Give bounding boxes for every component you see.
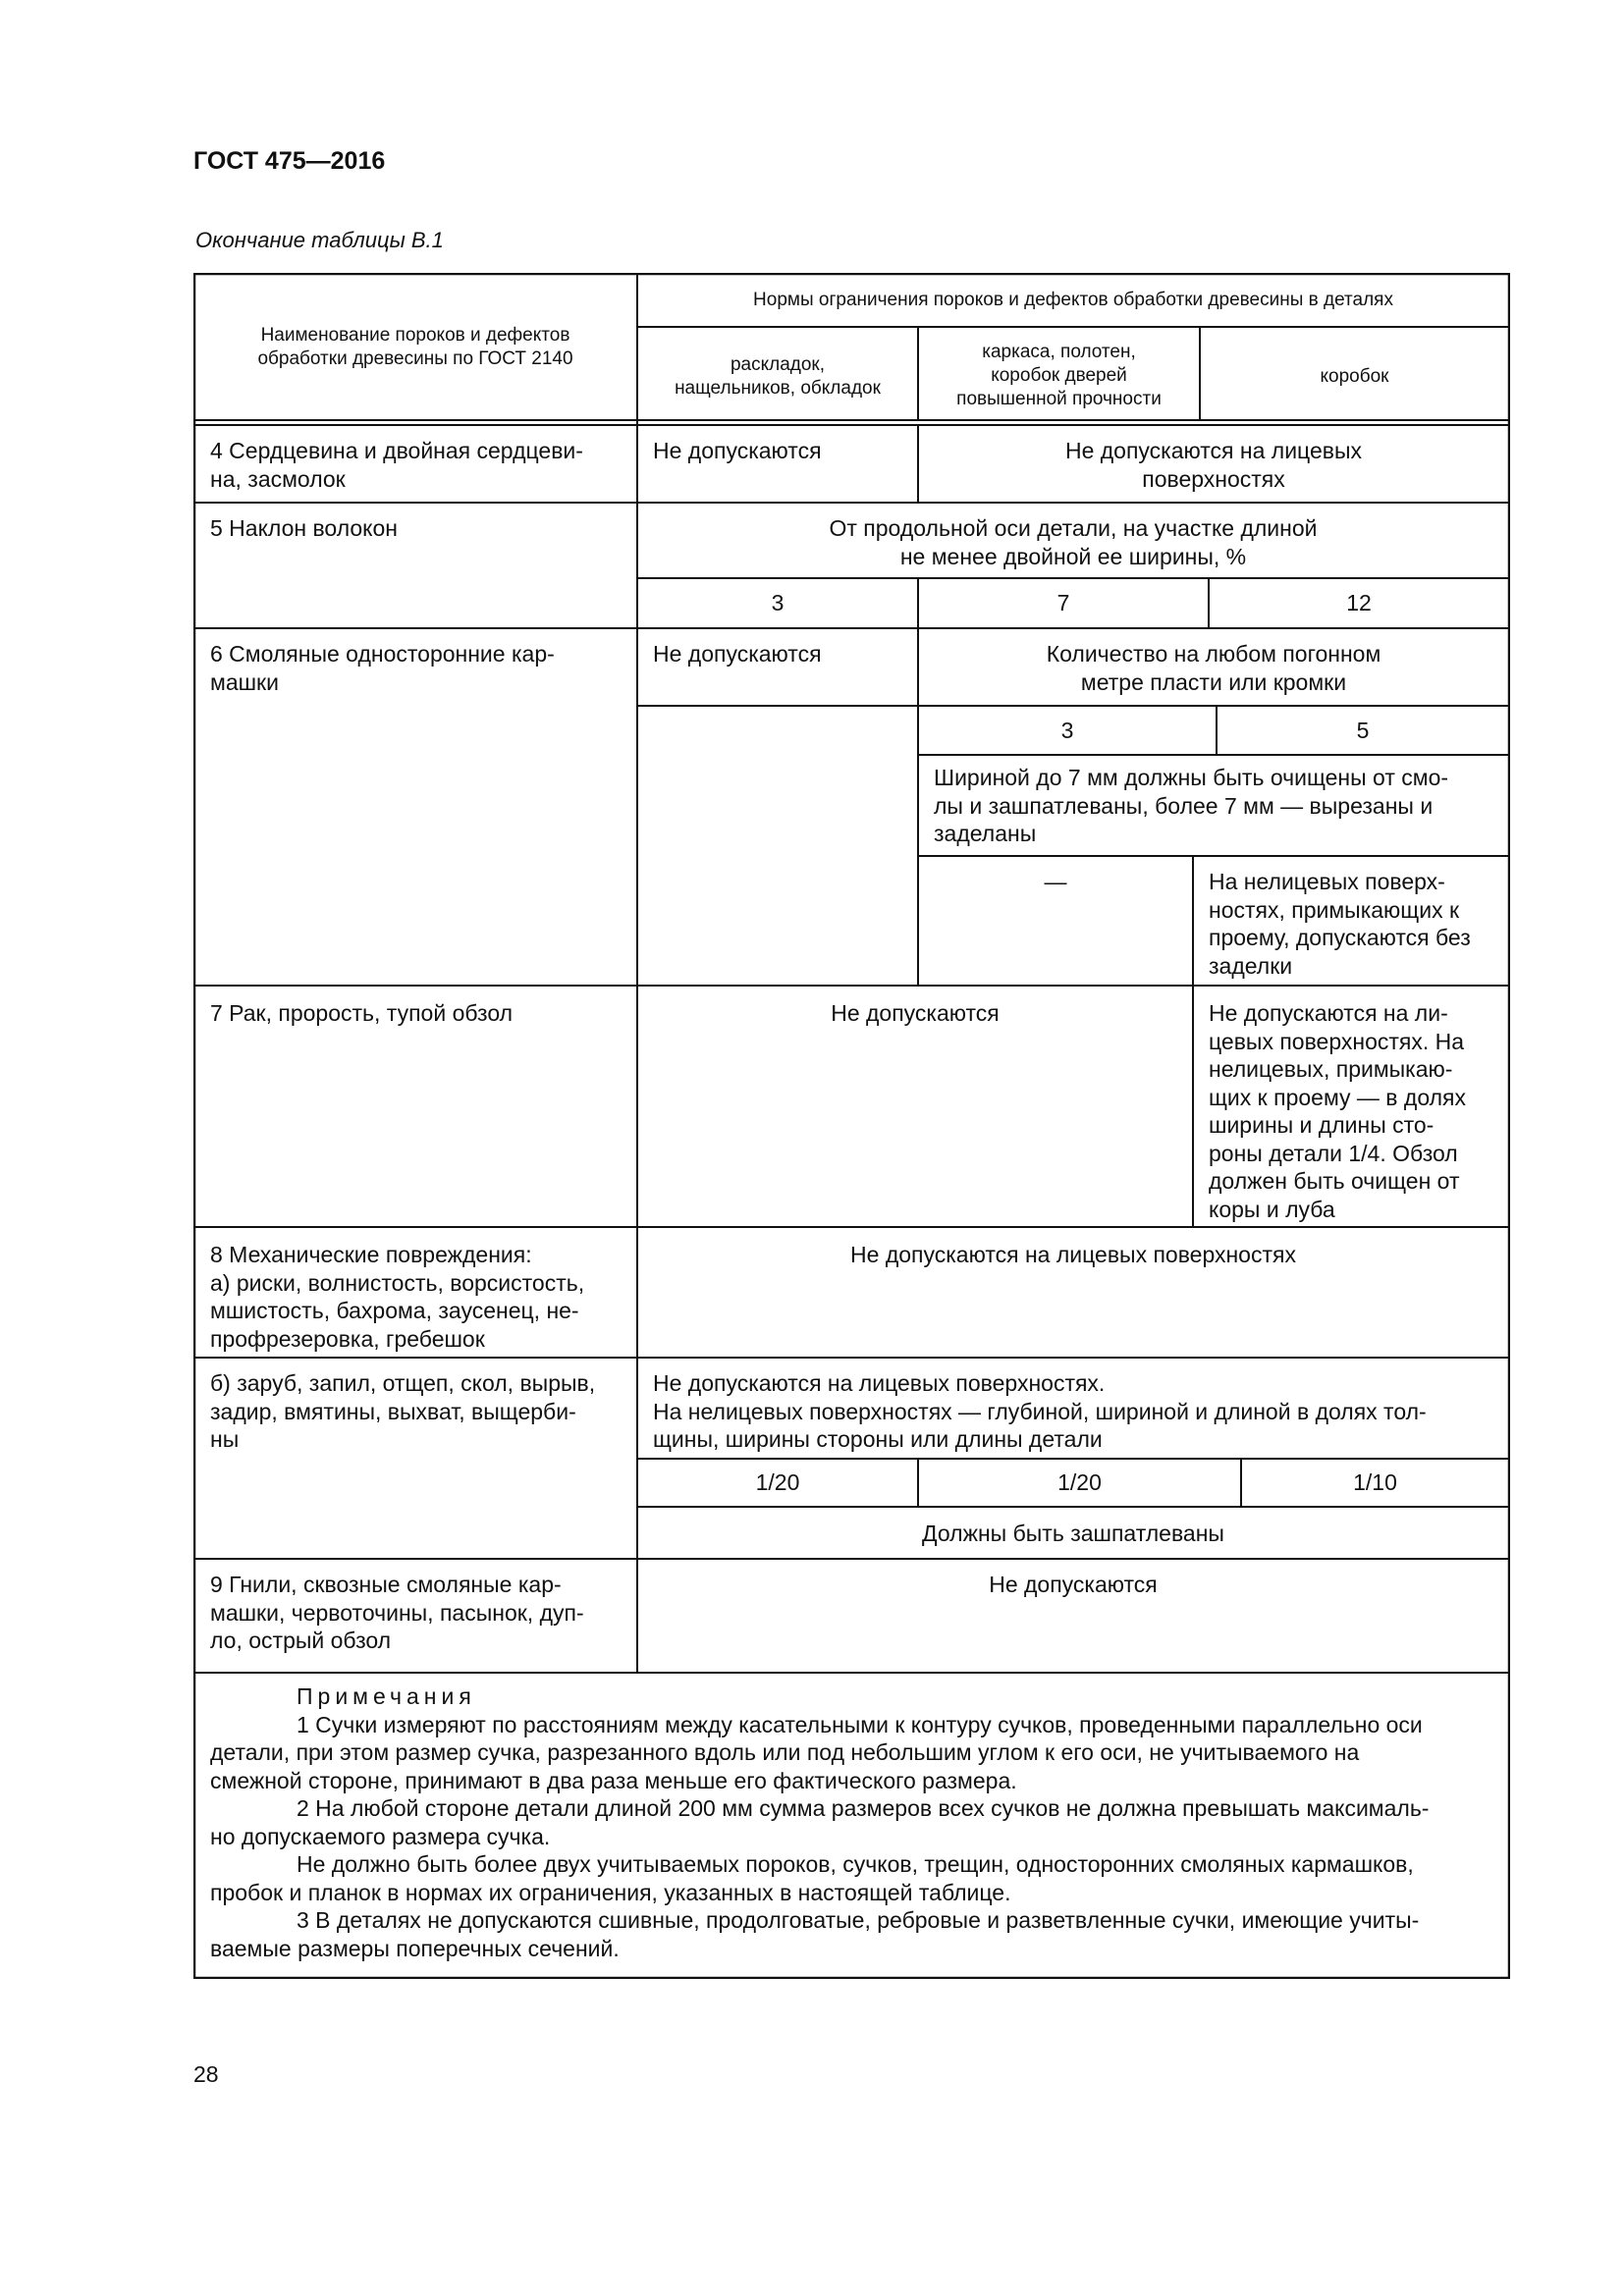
defects-table: [193, 273, 1510, 1979]
notes-title: Примечания: [297, 1683, 476, 1709]
row8b-filled-note: Должны быть зашпатлеваны: [922, 1521, 1224, 1546]
row6-count-header: Количество на любом погонном метре пласти или кромки: [1046, 641, 1381, 695]
row6-non-face-note: На нелицевых поверх- ностях, примыкающих к проему, допускаются без заделки: [1209, 869, 1471, 979]
row4-col23-value: Не допускаются на лицевых поверхностях: [1064, 438, 1363, 492]
header-defect-name: Наименование пороков и дефектов обработки древесины по ГОСТ 2140: [257, 325, 573, 369]
row5-value-col3: 12: [1346, 590, 1372, 615]
row6-defect-name: 6 Смоляные односторонние кар- машки: [210, 641, 555, 695]
row8b-value-col3: 1/10: [1353, 1469, 1397, 1495]
header-norms-title: Нормы ограничения пороков и дефектов обработки древесины в деталях: [753, 290, 1393, 310]
header-col-boxes: коробок: [1320, 366, 1389, 387]
row4-col1-value: Не допускаются: [653, 438, 822, 463]
table-notes: Примечания 1 Сучки измеряют по расстояниям между касательными к контуру сучков, проведенными параллельно оси детали, при этом размер сучка, разрезанного вдоль или под небольшим углом к его оси, не учитываемого на смежной стороне, принимают в два раза меньше его фактического размера. 2 На любой стороне детали длиной 200 мм сумма размеров всех сучков не должна превышать максималь- но допускаемого размера сучка. Не должно быть более двух учитываемых пороков, сучков, трещин, односторонних смоляных кармашков, пробок и планок в нормах их ограничения, указанных в настоящей таблице. 3 В деталях не допускаются сшивные, продолговатые, ребровые и разветвленные сучки, имеющие учиты- ваемые размеры поперечных сечений.: [210, 1682, 1498, 1962]
row7-col12-value: Не допускаются: [831, 1000, 1000, 1026]
page-number: 28: [193, 2061, 219, 2087]
row5-span-text: От продольной оси детали, на участке длиной не менее двойной ее ширины, %: [829, 515, 1318, 569]
row9-defect-name: 9 Гнили, сквозные смоляные кар- машки, червоточины, пасынок, дуп- ло, острый обзол: [210, 1572, 584, 1653]
header-col-mouldings: раскладок, нащельников, обкладок: [675, 354, 881, 399]
table-caption: Окончание таблицы В.1: [195, 228, 444, 252]
row9-span-value: Не допускаются: [989, 1572, 1158, 1597]
row4-defect-name: 4 Сердцевина и двойная сердцеви- на, засмолок: [210, 438, 583, 492]
row5-defect-name: 5 Наклон волокон: [210, 515, 398, 541]
document-header: ГОСТ 475—2016: [193, 147, 386, 175]
row6-col1-value: Не допускаются: [653, 641, 822, 667]
row8a-defect-name: 8 Механические повреждения: а) риски, волнистость, ворсистость, мшистость, бахрома, заусенец, не- профрезеровка, гребешок: [210, 1242, 585, 1352]
row6-dash: —: [1044, 869, 1067, 894]
row6-value-col3: 5: [1356, 718, 1370, 743]
row8b-defect-name: б) заруб, запил, отщеп, скол, вырыв, задир, вмятины, выхват, выщерби- ны: [210, 1370, 596, 1452]
row8b-value-col1: 1/20: [755, 1469, 800, 1495]
row5-value-col1: 3: [771, 590, 785, 615]
row6-width-note: Шириной до 7 мм должны быть очищены от смо- лы и зашпатлеваны, более 7 мм — вырезаны и заделаны: [934, 765, 1449, 846]
row8a-span-value: Не допускаются на лицевых поверхностях: [850, 1242, 1296, 1267]
row6-value-col2: 3: [1060, 718, 1074, 743]
row8b-value-col2: 1/20: [1057, 1469, 1102, 1495]
row7-defect-name: 7 Рак, прорость, тупой обзол: [210, 1000, 514, 1026]
row7-col3-value: Не допускаются на ли- цевых поверхностях. На нелицевых, примыкаю- щих к проему — в долях ширины и длины сто- роны детали 1/4. Обзол должен быть очищен от коры и луба: [1209, 1000, 1466, 1222]
row8b-span-value: Не допускаются на лицевых поверхностях. На нелицевых поверхностях — глубиной, шириной и длиной в долях тол- щины, ширины стороны или длины детали: [653, 1370, 1427, 1452]
header-col-frames: каркаса, полотен, коробок дверей повышенной прочности: [956, 342, 1162, 409]
row5-value-col2: 7: [1056, 590, 1070, 615]
